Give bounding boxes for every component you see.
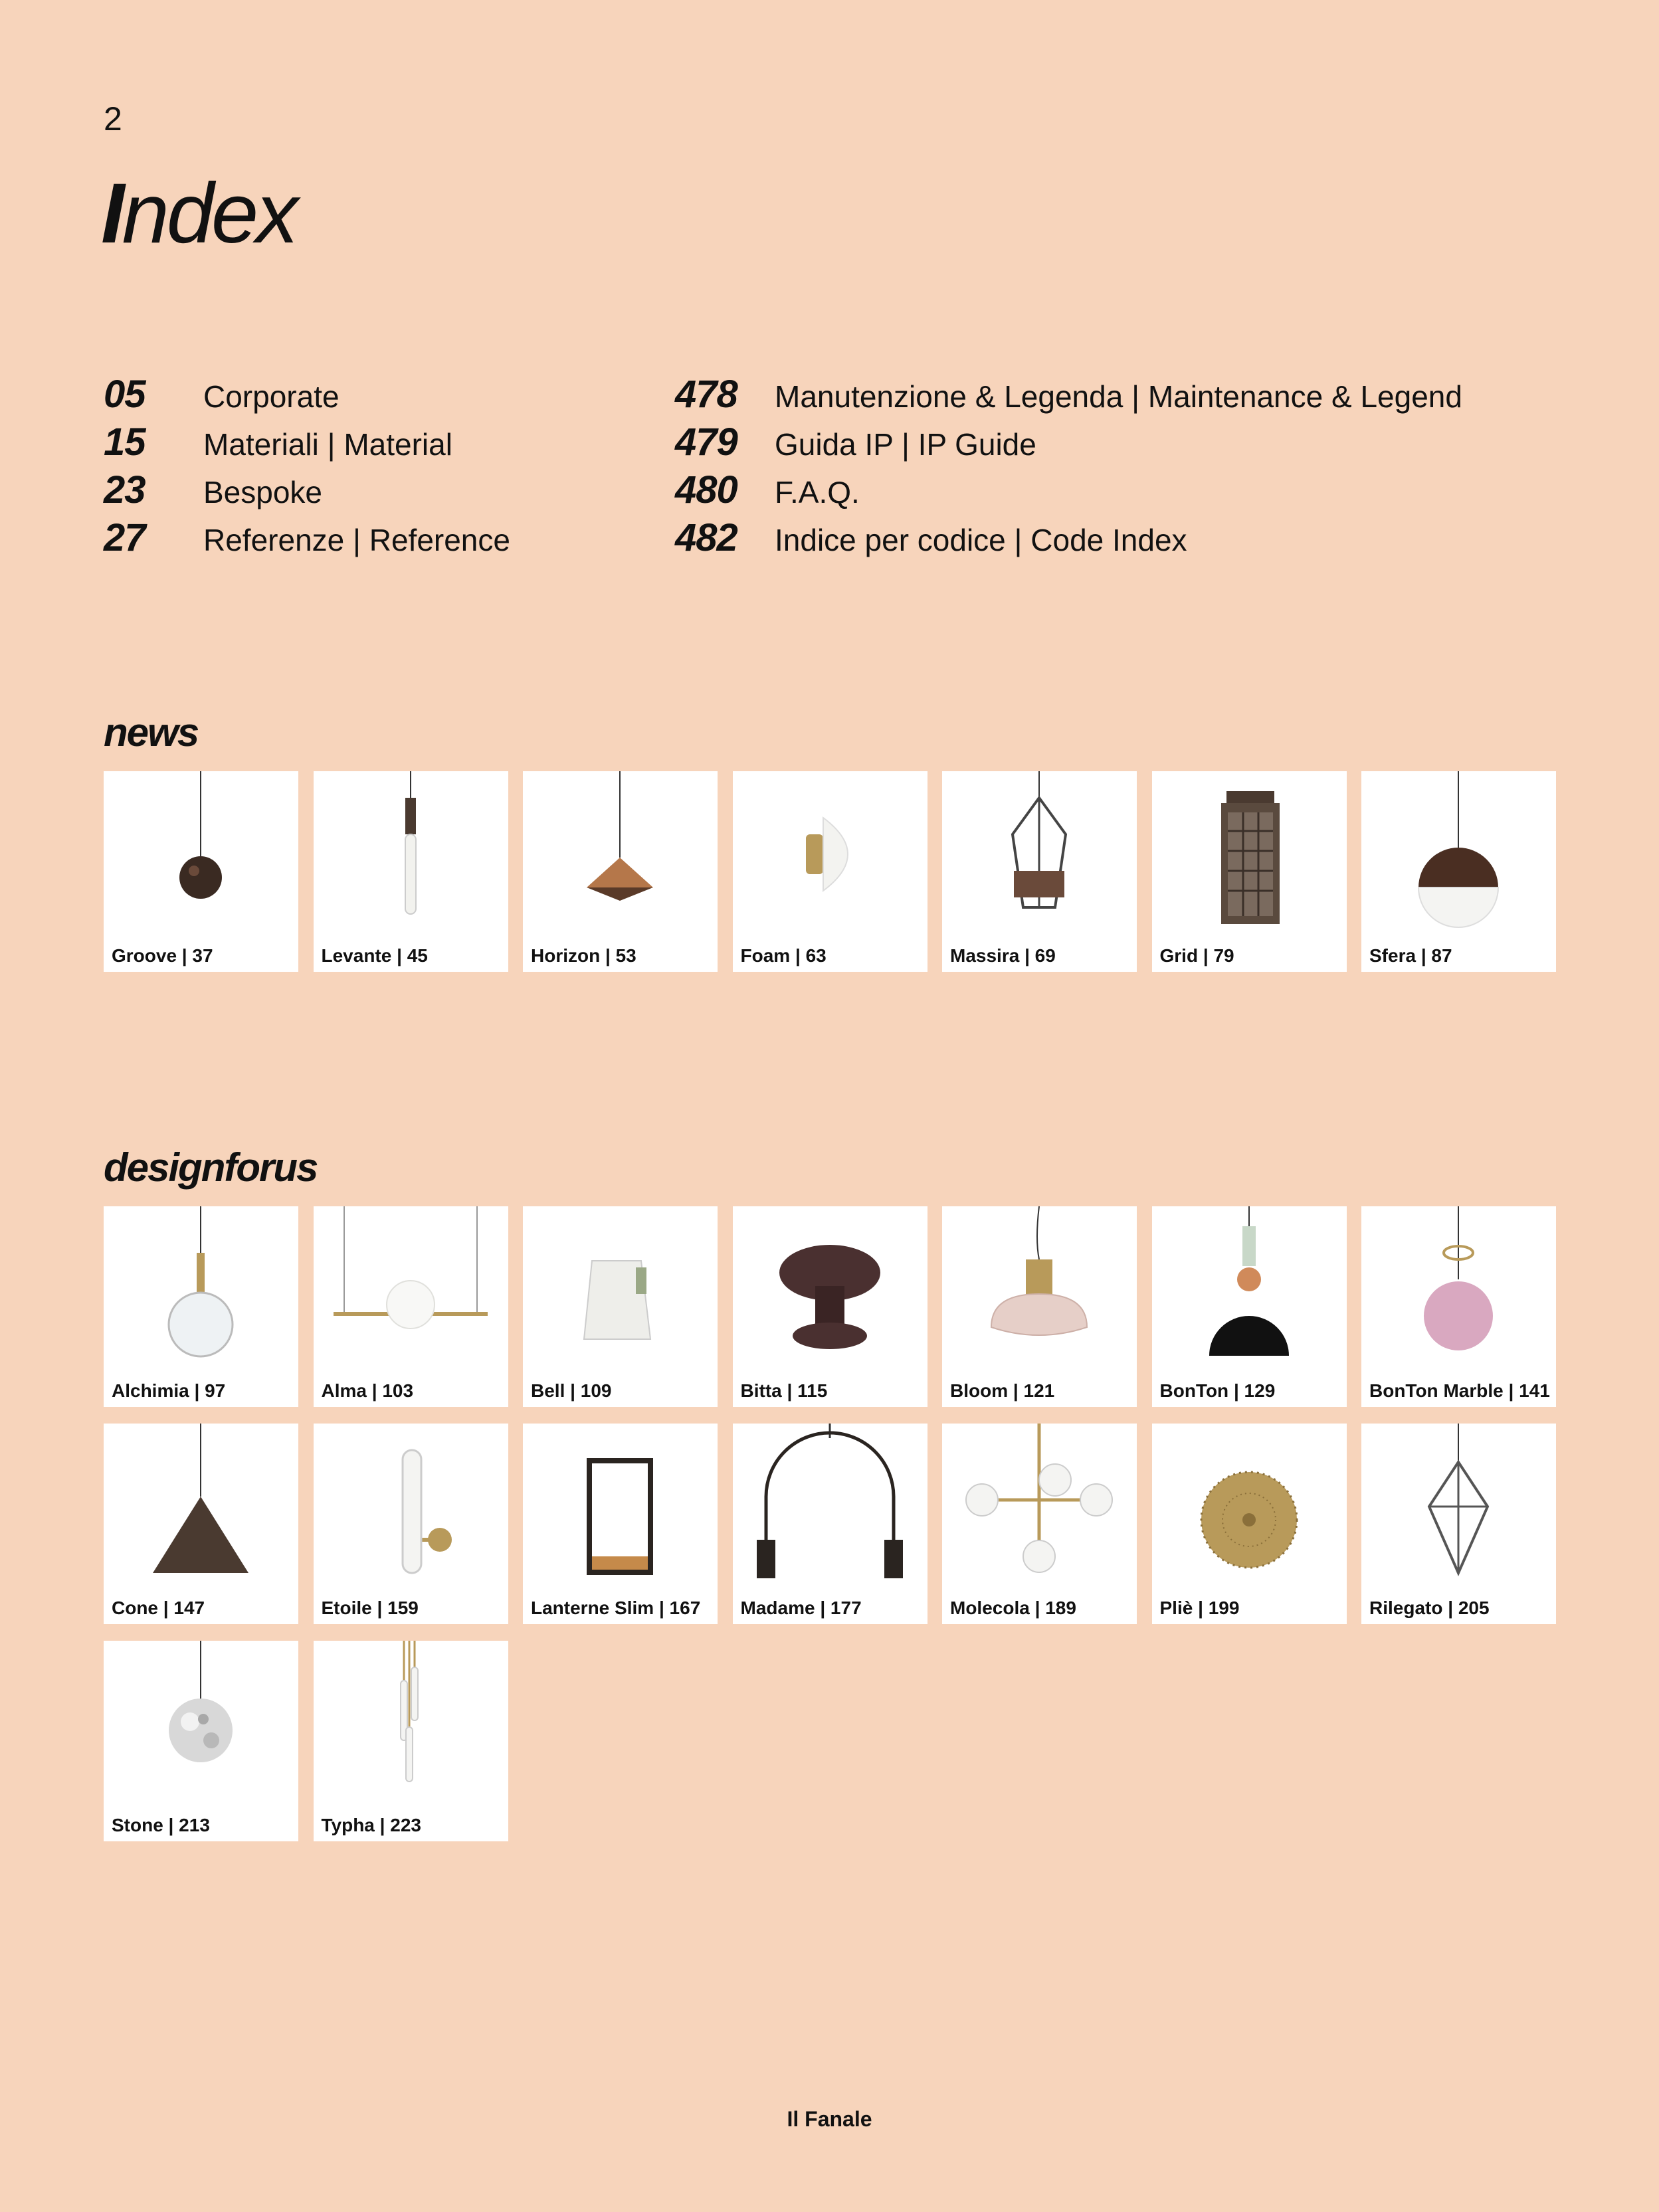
product-label: Bloom | 121 bbox=[950, 1380, 1055, 1401]
page-title bbox=[101, 165, 296, 262]
toc-label: Indice per codice | Code Index bbox=[775, 523, 1187, 557]
wall-shade-icon bbox=[523, 1206, 718, 1371]
toc-entry[interactable] bbox=[104, 468, 510, 515]
arch-pendant-icon bbox=[733, 1424, 927, 1588]
news-section-heading: news bbox=[104, 710, 199, 755]
toc-entry[interactable] bbox=[675, 468, 1462, 515]
wall-disc-icon bbox=[1152, 1424, 1347, 1588]
footer-brand: Il Fanale bbox=[787, 2107, 872, 2131]
product-label: BonTon | 129 bbox=[1159, 1380, 1276, 1401]
product-tile[interactable] bbox=[942, 771, 1137, 972]
wall-dome-icon bbox=[733, 771, 927, 936]
toc-page-number: 479 bbox=[675, 420, 737, 464]
product-label: Etoile | 159 bbox=[321, 1598, 419, 1618]
product-tile[interactable] bbox=[942, 1206, 1137, 1407]
toc-label: Corporate bbox=[203, 379, 340, 414]
lantern-grid-icon bbox=[1152, 771, 1347, 936]
toc-label: Referenze | Reference bbox=[203, 523, 510, 557]
product-label: BonTon Marble | 141 bbox=[1369, 1380, 1550, 1401]
product-label: Groove | 37 bbox=[112, 945, 213, 966]
product-tile[interactable] bbox=[314, 771, 508, 972]
toc-label: Manutenzione & Legenda | Maintenance & Legend bbox=[775, 379, 1462, 414]
product-label: Molecola | 189 bbox=[950, 1598, 1076, 1618]
product-tile[interactable] bbox=[314, 1424, 508, 1624]
toc-label: Materiali | Material bbox=[203, 427, 452, 462]
toc-entry[interactable] bbox=[675, 515, 1462, 563]
product-label: Cone | 147 bbox=[112, 1598, 205, 1618]
product-label: Alma | 103 bbox=[321, 1380, 414, 1401]
product-label: Alchimia | 97 bbox=[112, 1380, 226, 1401]
product-tile[interactable] bbox=[523, 1424, 718, 1624]
product-tile[interactable] bbox=[733, 771, 927, 972]
toc-entry[interactable] bbox=[675, 420, 1462, 468]
product-tile[interactable] bbox=[1361, 1206, 1556, 1407]
pendant-half-sphere-icon bbox=[1361, 771, 1556, 936]
product-label: Horizon | 53 bbox=[531, 945, 636, 966]
mushroom-lamp-icon bbox=[733, 1206, 927, 1371]
product-label: Massira | 69 bbox=[950, 945, 1056, 966]
product-tile[interactable] bbox=[1152, 771, 1347, 972]
product-tile[interactable] bbox=[733, 1424, 927, 1624]
product-tile[interactable] bbox=[1361, 771, 1556, 972]
product-label: Lanterne Slim | 167 bbox=[531, 1598, 701, 1618]
product-label: Bell | 109 bbox=[531, 1380, 612, 1401]
product-tile[interactable] bbox=[104, 1424, 298, 1624]
pendant-black-globe-icon bbox=[1152, 1206, 1347, 1371]
toc-right-column bbox=[675, 372, 1462, 563]
toc-label: F.A.Q. bbox=[775, 475, 860, 509]
pendant-tube-icon bbox=[314, 771, 508, 936]
product-label: Bitta | 115 bbox=[740, 1380, 828, 1401]
pendant-pink-globe-icon bbox=[1361, 1206, 1556, 1371]
product-label: Levante | 45 bbox=[321, 945, 428, 966]
pendant-cage-icon bbox=[942, 771, 1137, 936]
pendant-cluster-icon bbox=[314, 1641, 508, 1805]
toc-left-column bbox=[104, 372, 510, 563]
lantern-slim-icon bbox=[523, 1424, 718, 1588]
page-title-rest: ndex bbox=[122, 166, 296, 261]
product-label: Foam | 63 bbox=[740, 945, 827, 966]
toc-entry[interactable] bbox=[104, 515, 510, 563]
pendant-glass-globe-icon bbox=[104, 1206, 298, 1371]
pendant-sphere-icon bbox=[104, 771, 298, 936]
product-label: Pliè | 199 bbox=[1159, 1598, 1240, 1618]
product-label: Rilegato | 205 bbox=[1369, 1598, 1490, 1618]
product-label: Typha | 223 bbox=[321, 1815, 421, 1835]
product-label: Sfera | 87 bbox=[1369, 945, 1452, 966]
product-tile[interactable] bbox=[523, 771, 718, 972]
pendant-stone-icon bbox=[104, 1641, 298, 1805]
pendant-bowl-icon bbox=[942, 1206, 1137, 1371]
product-tile[interactable] bbox=[1361, 1424, 1556, 1624]
pendant-wire-cage-icon bbox=[1361, 1424, 1556, 1588]
product-tile[interactable] bbox=[104, 1641, 298, 1841]
product-label: Stone | 213 bbox=[112, 1815, 210, 1835]
designforus-section-heading: designforus bbox=[104, 1145, 318, 1190]
toc-entry[interactable] bbox=[675, 372, 1462, 420]
product-tile[interactable] bbox=[523, 1206, 718, 1407]
toc-label: Bespoke bbox=[203, 475, 323, 509]
product-tile[interactable] bbox=[104, 1206, 298, 1407]
toc-entry[interactable] bbox=[104, 420, 510, 468]
toc-page-number: 478 bbox=[675, 373, 737, 416]
toc-page-number: 23 bbox=[104, 468, 146, 511]
page-title-initial: I bbox=[101, 166, 122, 261]
toc-label: Guida IP | IP Guide bbox=[775, 427, 1036, 462]
wall-tube-icon bbox=[314, 1424, 508, 1588]
product-tile[interactable] bbox=[314, 1641, 508, 1841]
product-tile[interactable] bbox=[104, 771, 298, 972]
chandelier-icon bbox=[942, 1424, 1137, 1588]
pendant-cone-icon bbox=[104, 1424, 298, 1588]
product-tile[interactable] bbox=[1152, 1424, 1347, 1624]
product-tile[interactable] bbox=[314, 1206, 508, 1407]
product-tile[interactable] bbox=[942, 1424, 1137, 1624]
toc-page-number: 480 bbox=[675, 468, 737, 511]
toc-page-number: 27 bbox=[104, 516, 146, 559]
product-label: Madame | 177 bbox=[740, 1598, 862, 1618]
toc-page-number: 05 bbox=[104, 373, 146, 416]
product-label: Grid | 79 bbox=[1159, 945, 1234, 966]
product-tile[interactable] bbox=[733, 1206, 927, 1407]
toc-page-number: 15 bbox=[104, 420, 146, 464]
product-tile[interactable] bbox=[1152, 1206, 1347, 1407]
toc-page-number: 482 bbox=[675, 516, 737, 559]
page-number: 2 bbox=[104, 100, 122, 138]
linear-globe-icon bbox=[314, 1206, 508, 1371]
toc-entry[interactable] bbox=[104, 372, 510, 420]
pendant-diamond-icon bbox=[523, 771, 718, 936]
